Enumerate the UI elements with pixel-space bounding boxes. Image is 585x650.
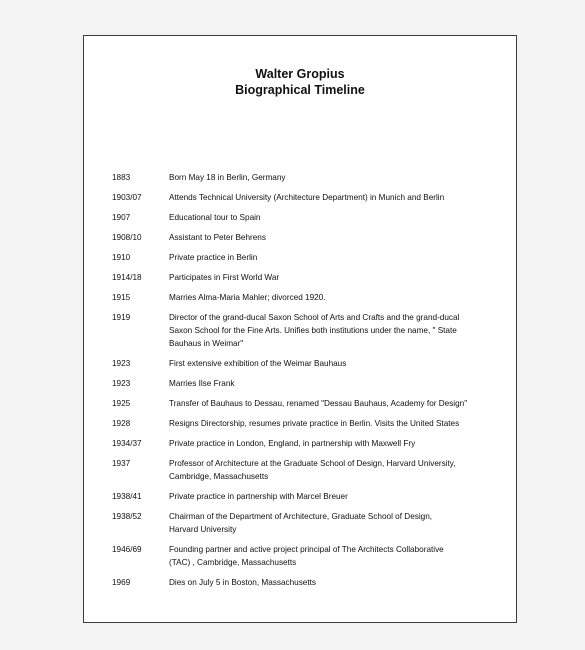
timeline-entry	[112, 357, 502, 370]
timeline-description: Marries Ilse Frank	[169, 379, 235, 388]
timeline-description: First extensive exhibition of the Weimar Bauhaus	[169, 359, 347, 368]
timeline-description: Educational tour to Spain	[169, 213, 261, 222]
timeline-description: Professor of Architecture at the Graduate School of Design, Harvard University, Cambridge, Massachusetts	[169, 459, 456, 481]
timeline-entry	[112, 397, 502, 410]
timeline-entry	[112, 211, 502, 224]
timeline-entry	[112, 231, 502, 244]
timeline-description: Private practice in partnership with Marcel Breuer	[169, 492, 348, 501]
timeline-description: Dies on July 5 in Boston, Massachusetts	[169, 578, 316, 587]
timeline-description: Assistant to Peter Behrens	[169, 233, 266, 242]
timeline-year: 1908/10	[112, 233, 142, 242]
timeline-description: Resigns Directorship, resumes private practice in Berlin. Visits the United States	[169, 419, 460, 428]
timeline-year: 1928	[112, 419, 131, 428]
timeline-year: 1907	[112, 213, 131, 222]
timeline-year: 1925	[112, 399, 131, 408]
timeline-entry	[112, 543, 502, 569]
timeline-description: Founding partner and active project principal of The Architects Collaborative (TAC) , Cambridge, Massachusetts	[169, 545, 444, 567]
document-page	[83, 35, 517, 623]
timeline-description: Director of the grand-ducal Saxon School of Arts and Crafts and the grand-ducal Saxon School for the Fine Arts. Unifies both institutions under the name, " State Bauhaus in Weimar"	[169, 313, 460, 348]
timeline-year: 1923	[112, 379, 131, 388]
timeline-year: 1938/52	[112, 512, 142, 521]
timeline-year: 1969	[112, 578, 131, 587]
timeline-entry	[112, 271, 502, 284]
timeline-entry	[112, 457, 502, 483]
document-title	[84, 66, 516, 98]
timeline-description: Chairman of the Department of Architecture, Graduate School of Design, Harvard University	[169, 512, 433, 534]
timeline-year: 1946/69	[112, 545, 142, 554]
timeline-entry	[112, 251, 502, 264]
timeline-description: Born May 18 in Berlin, Germany	[169, 173, 286, 182]
timeline-entry	[112, 311, 502, 350]
timeline-year: 1923	[112, 359, 131, 368]
timeline-entry	[112, 437, 502, 450]
timeline-description: Transfer of Bauhaus to Dessau, renamed "Dessau Bauhaus, Academy for Design"	[169, 399, 468, 408]
timeline-year: 1919	[112, 313, 131, 322]
timeline-entry	[112, 417, 502, 430]
timeline-year: 1914/18	[112, 273, 142, 282]
timeline-description: Marries Alma-Maria Mahler; divorced 1920.	[169, 293, 326, 302]
timeline-entry	[112, 191, 502, 204]
timeline-entry	[112, 510, 502, 536]
timeline-entry	[112, 171, 502, 184]
timeline-year: 1937	[112, 459, 131, 468]
timeline-description: Attends Technical University (Architecture Department) in Munich and Berlin	[169, 193, 445, 202]
timeline-year: 1938/41	[112, 492, 142, 501]
timeline-year: 1915	[112, 293, 131, 302]
timeline-entry	[112, 377, 502, 390]
timeline-entry	[112, 576, 502, 589]
timeline-entry	[112, 490, 502, 503]
timeline-description: Private practice in Berlin	[169, 253, 258, 262]
title-subtitle: Biographical Timeline	[235, 83, 365, 97]
timeline-year: 1883	[112, 173, 131, 182]
timeline-year: 1910	[112, 253, 131, 262]
timeline-year: 1934/37	[112, 439, 142, 448]
title-name: Walter Gropius	[255, 67, 345, 81]
timeline-list	[112, 171, 502, 596]
timeline-entry	[112, 291, 502, 304]
timeline-year: 1903/07	[112, 193, 142, 202]
timeline-description: Participates in First World War	[169, 273, 280, 282]
timeline-description: Private practice in London, England, in partnership with Maxwell Fry	[169, 439, 416, 448]
